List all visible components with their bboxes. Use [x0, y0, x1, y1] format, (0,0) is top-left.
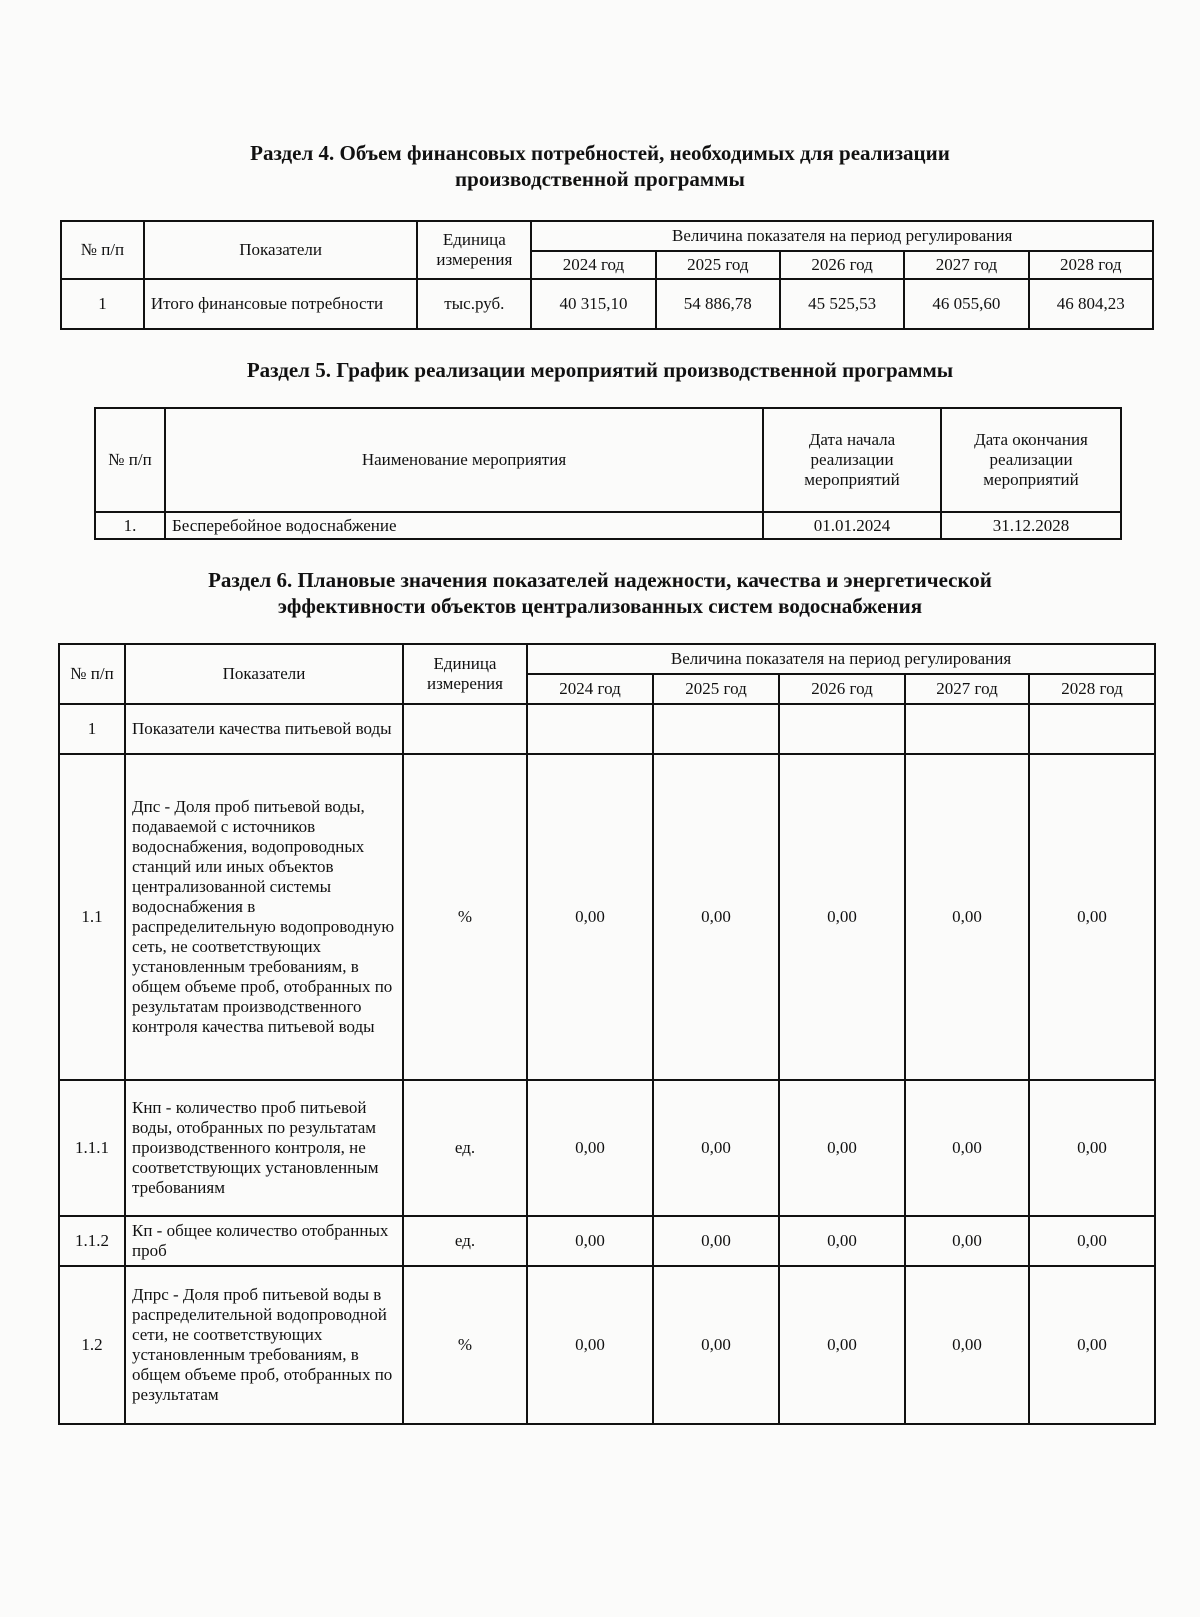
- cell-num: 1.2: [59, 1266, 125, 1424]
- cell-value: 0,00: [1029, 1216, 1155, 1266]
- header-unit: Единица измерения: [417, 221, 531, 279]
- cell-unit: ед.: [403, 1216, 527, 1266]
- table-row: [59, 1080, 1155, 1216]
- header-end: Дата окончания реализации мероприятий: [941, 408, 1121, 512]
- header-indicator: Показатели: [125, 644, 403, 704]
- table-row: [59, 704, 1155, 754]
- header-year: 2025 год: [656, 251, 780, 279]
- header-year: 2024 год: [531, 251, 655, 279]
- financial-needs-table: [60, 220, 1154, 330]
- section6-title-line2: эффективности объектов централизованных систем водоснабжения: [277, 594, 923, 618]
- table-header-row: [61, 221, 1153, 251]
- cell-value: 0,00: [905, 754, 1029, 1080]
- cell-value: 0,00: [905, 1266, 1029, 1424]
- cell-value: 0,00: [1029, 754, 1155, 1080]
- cell-value: 46 055,60: [904, 279, 1028, 329]
- quality-indicators-table: [58, 643, 1156, 1425]
- cell-value: 45 525,53: [780, 279, 904, 329]
- cell-value: 0,00: [527, 1216, 653, 1266]
- cell-indicator: Дпс - Доля проб питьевой воды, подаваемой с источников водоснабжения, водопроводных станций или иных объектов централизованной системы водоснабжения в распределительную водопроводную сеть, не соответствующих установленным требованиям, в общем объеме проб, отобранных по результатам производственного контроля качества питьевой воды: [125, 754, 403, 1080]
- cell-num: 1.: [95, 512, 165, 539]
- table-header-row: [95, 408, 1121, 512]
- header-num: № п/п: [59, 644, 125, 704]
- cell-value: 0,00: [1029, 1266, 1155, 1424]
- header-year: 2028 год: [1029, 674, 1155, 704]
- schedule-table: [94, 407, 1122, 540]
- header-year: 2027 год: [904, 251, 1028, 279]
- cell-num: 1: [59, 704, 125, 754]
- table-row: [59, 1266, 1155, 1424]
- cell-value: 0,00: [653, 754, 779, 1080]
- header-period: Величина показателя на период регулирования: [531, 221, 1153, 251]
- header-name: Наименование мероприятия: [165, 408, 763, 512]
- cell-value: [653, 704, 779, 754]
- section6-title: [0, 567, 1200, 619]
- header-year: 2024 год: [527, 674, 653, 704]
- table-row: [95, 512, 1121, 539]
- table-row: [61, 279, 1153, 329]
- cell-num: 1.1: [59, 754, 125, 1080]
- table-row: [59, 1216, 1155, 1266]
- header-year: 2026 год: [779, 674, 905, 704]
- header-year: 2028 год: [1029, 251, 1153, 279]
- cell-value: 0,00: [905, 1080, 1029, 1216]
- header-year: 2026 год: [780, 251, 904, 279]
- header-start: Дата начала реализации мероприятий: [763, 408, 941, 512]
- cell-value: 0,00: [779, 1266, 905, 1424]
- cell-indicator: Кп - общее количество отобранных проб: [125, 1216, 403, 1266]
- cell-unit: %: [403, 754, 527, 1080]
- cell-value: 54 886,78: [656, 279, 780, 329]
- header-period: Величина показателя на период регулирования: [527, 644, 1155, 674]
- cell-indicator: Кнп - количество проб питьевой воды, отобранных по результатам производственного контроля, не соответствующих установленным требованиям: [125, 1080, 403, 1216]
- header-num: № п/п: [61, 221, 144, 279]
- cell-value: 0,00: [905, 1216, 1029, 1266]
- cell-indicator: Показатели качества питьевой воды: [125, 704, 403, 754]
- cell-value: 0,00: [779, 1080, 905, 1216]
- cell-value: 0,00: [527, 754, 653, 1080]
- cell-value: [1029, 704, 1155, 754]
- cell-value: [905, 704, 1029, 754]
- cell-indicator: Итого финансовые потребности: [144, 279, 418, 329]
- cell-start: 01.01.2024: [763, 512, 941, 539]
- cell-value: 0,00: [527, 1080, 653, 1216]
- cell-indicator: Дпрс - Доля проб питьевой воды в распределительной водопроводной сети, не соответствующих установленным требованиям, в общем объеме проб, отобранных по результатам: [125, 1266, 403, 1424]
- cell-unit: ед.: [403, 1080, 527, 1216]
- header-indicator: Показатели: [144, 221, 418, 279]
- section4-title-line1: Раздел 4. Объем финансовых потребностей, необходимых для реализации: [250, 141, 950, 165]
- table-row: [59, 754, 1155, 1080]
- cell-value: 0,00: [779, 754, 905, 1080]
- cell-num: 1.1.1: [59, 1080, 125, 1216]
- header-num: № п/п: [95, 408, 165, 512]
- cell-value: 0,00: [527, 1266, 653, 1424]
- section5-title: [0, 357, 1200, 383]
- cell-value: [779, 704, 905, 754]
- header-year: 2027 год: [905, 674, 1029, 704]
- cell-value: 0,00: [653, 1266, 779, 1424]
- cell-unit: тыс.руб.: [417, 279, 531, 329]
- cell-num: 1.1.2: [59, 1216, 125, 1266]
- cell-unit: %: [403, 1266, 527, 1424]
- cell-num: 1: [61, 279, 144, 329]
- section6-title-line1: Раздел 6. Плановые значения показателей надежности, качества и энергетической: [208, 568, 992, 592]
- cell-value: 0,00: [1029, 1080, 1155, 1216]
- cell-value: 46 804,23: [1029, 279, 1153, 329]
- cell-name: Бесперебойное водоснабжение: [165, 512, 763, 539]
- table-header-row: [59, 644, 1155, 674]
- cell-value: 40 315,10: [531, 279, 655, 329]
- header-unit: Единица измерения: [403, 644, 527, 704]
- cell-unit: [403, 704, 527, 754]
- cell-value: 0,00: [653, 1216, 779, 1266]
- header-year: 2025 год: [653, 674, 779, 704]
- section5-title-text: Раздел 5. График реализации мероприятий производственной программы: [246, 358, 954, 382]
- cell-value: [527, 704, 653, 754]
- section4-title: [0, 140, 1200, 192]
- cell-value: 0,00: [653, 1080, 779, 1216]
- cell-value: 0,00: [779, 1216, 905, 1266]
- cell-end: 31.12.2028: [941, 512, 1121, 539]
- section4-title-line2: производственной программы: [455, 167, 745, 191]
